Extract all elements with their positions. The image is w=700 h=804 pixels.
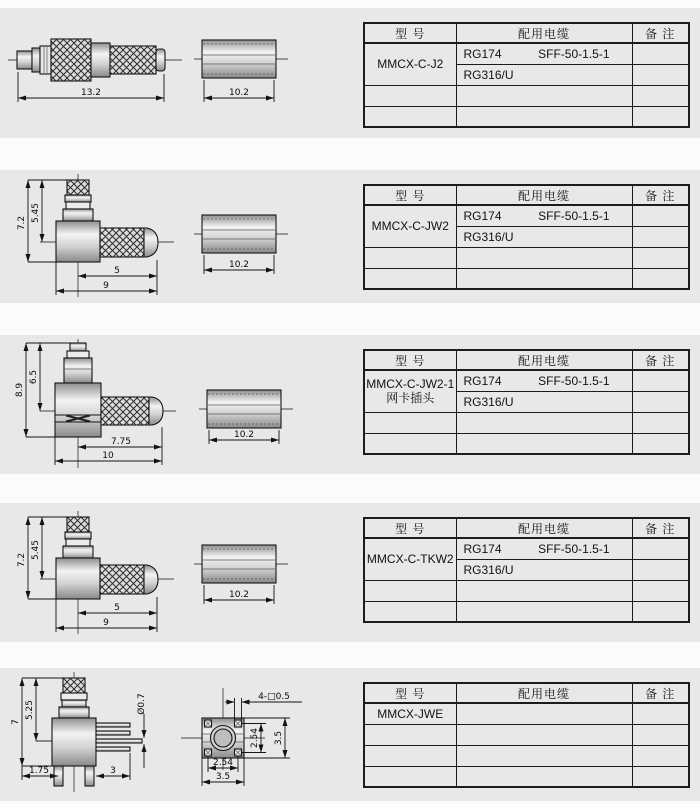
dim-label: 4-□0.5: [258, 692, 290, 702]
empty-cell: [456, 247, 632, 268]
col-header-notes: 备 注: [632, 185, 689, 205]
dim-label: 5: [114, 266, 120, 276]
empty-cell: [632, 580, 689, 601]
dim-label: 2.54: [250, 727, 260, 749]
notes-cell: [632, 559, 689, 580]
dimension-length-inner: [78, 597, 157, 632]
model-cell: MMCX-C-TKW2: [364, 538, 456, 580]
empty-cell: [632, 247, 689, 268]
empty-cell: [632, 412, 689, 433]
empty-cell: [456, 412, 632, 433]
corner-pin: [205, 720, 212, 727]
empty-cell: [364, 247, 456, 268]
col-header-model: 型 号: [364, 185, 456, 205]
dim-label: 5.45: [31, 539, 41, 561]
dim-label: 9: [103, 281, 109, 291]
notes-cell: [632, 205, 689, 226]
empty-cell: [364, 106, 456, 127]
notes-cell: [632, 538, 689, 559]
dim-label: 10.2: [228, 88, 250, 98]
dim-label: 5.25: [25, 699, 35, 721]
empty-cell: [632, 85, 689, 106]
cable-type: SFF-50-1.5-1: [538, 46, 610, 61]
dim-label: Ø0.7: [137, 693, 147, 715]
empty-cell: [632, 724, 689, 745]
col-header-notes: 备 注: [632, 23, 689, 43]
cable-cell: [456, 703, 632, 724]
dimension-length-outer: [55, 437, 162, 465]
empty-cell: [632, 268, 689, 289]
dimension-pin-length: [96, 753, 130, 780]
dim-label: 10.2: [233, 430, 255, 440]
panel-mmcx-c-tkw2: [0, 503, 700, 642]
dimension-pin-square: [225, 692, 302, 720]
empty-cell: [364, 85, 456, 106]
dim-label: 7: [11, 719, 21, 725]
dimension-height-inner: [25, 678, 52, 741]
dimension-height-inner: [31, 517, 42, 579]
empty-cell: [456, 724, 632, 745]
cable-cell: RG316/U: [456, 391, 632, 412]
col-header-notes: 备 注: [632, 518, 689, 538]
empty-cell: [364, 580, 456, 601]
cable-type: RG174: [463, 373, 502, 388]
spec-table-mmcx-c-jw2: [363, 184, 690, 290]
spec-table-mmcx-c-j2: [363, 22, 690, 128]
empty-cell: [456, 745, 632, 766]
panel-mmcx-jwe: [0, 668, 700, 801]
dim-label: 10.2: [228, 590, 250, 600]
dim-label: 10.2: [228, 260, 250, 270]
cable-cell: RG316/U: [456, 64, 632, 85]
crimp-sleeve-view: [199, 390, 293, 428]
col-header-notes: 备 注: [632, 683, 689, 703]
dimension-leg-offset: [22, 766, 58, 780]
dim-label: 2.54: [212, 758, 234, 768]
dimension-length-inner: [78, 260, 157, 295]
empty-cell: [364, 412, 456, 433]
empty-cell: [456, 766, 632, 787]
empty-cell: [364, 745, 456, 766]
cable-cell: RG316/U: [456, 226, 632, 247]
empty-cell: [364, 766, 456, 787]
dim-label: 7.2: [17, 215, 27, 231]
col-header-cable: 配用电缆: [456, 683, 632, 703]
notes-cell: [632, 391, 689, 412]
cable-type: SFF-50-1.5-1: [538, 373, 610, 388]
empty-cell: [632, 745, 689, 766]
panel-mmcx-c-jw2-1: [0, 335, 700, 474]
dim-label: 9: [103, 618, 109, 628]
dim-label: 3.5: [274, 730, 284, 746]
notes-cell: [632, 64, 689, 85]
dimension-height-inner: [29, 343, 40, 411]
notes-cell: [632, 43, 689, 64]
model-cell: MMCX-JWE: [364, 703, 456, 724]
col-header-cable: 配用电缆: [456, 23, 632, 43]
empty-cell: [364, 433, 456, 454]
empty-cell: [456, 580, 632, 601]
crimp-sleeve-view: [194, 545, 288, 583]
cable-cell: [456, 538, 632, 559]
empty-cell: [456, 106, 632, 127]
dim-label: 5.45: [31, 202, 41, 224]
model-cell: MMCX-C-JW2: [364, 205, 456, 247]
dim-label: 13.2: [80, 88, 102, 98]
empty-cell: [632, 433, 689, 454]
cable-type: SFF-50-1.5-1: [538, 208, 610, 223]
dimension-length-outer: [56, 599, 157, 632]
dimension-pin-diameter: [136, 693, 147, 768]
col-header-model: 型 号: [364, 23, 456, 43]
col-header-cable: 配用电缆: [456, 185, 632, 205]
spec-table-mmcx-jwe: [363, 682, 690, 788]
dim-label: 7.75: [110, 437, 132, 447]
empty-cell: [364, 601, 456, 622]
cable-type: SFF-50-1.5-1: [538, 541, 610, 556]
dimension-height-inner: [31, 180, 42, 242]
dim-label: 6.5: [29, 369, 39, 385]
connector-side-view: [8, 39, 182, 81]
drawing-right-angle-connector-tall: [4, 335, 354, 474]
model-cell: MMCX-C-JW2-1 网卡插头: [364, 370, 456, 412]
col-header-model: 型 号: [364, 683, 456, 703]
dim-label: 3.5: [215, 772, 231, 782]
panel-mmcx-c-jw2: [0, 170, 700, 303]
connector-side-view: [40, 174, 174, 297]
empty-cell: [364, 724, 456, 745]
empty-cell: [364, 268, 456, 289]
cable-type: RG174: [463, 208, 502, 223]
notes-cell: [632, 703, 689, 724]
dimension-sleeve-length: [204, 80, 274, 102]
dimension-sleeve-length: [204, 255, 274, 274]
empty-cell: [632, 601, 689, 622]
cable-cell: [456, 43, 632, 64]
empty-cell: [456, 601, 632, 622]
col-header-model: 型 号: [364, 518, 456, 538]
col-header-notes: 备 注: [632, 350, 689, 370]
dimension-sleeve-length: [204, 585, 274, 604]
drawing-right-angle-connector: [4, 170, 354, 303]
connector-side-view: [40, 339, 176, 468]
dimension-sleeve-length: [209, 430, 279, 444]
panel-mmcx-c-j2: [0, 8, 700, 138]
col-header-model: 型 号: [364, 350, 456, 370]
dim-label: 8.9: [15, 382, 25, 398]
dim-label: 1.75: [28, 766, 50, 776]
model-cell: MMCX-C-J2: [364, 43, 456, 85]
col-header-cable: 配用电缆: [456, 518, 632, 538]
cable-cell: [456, 370, 632, 391]
dim-label: 7.2: [17, 552, 27, 568]
dimension-length-outer: [56, 262, 157, 295]
empty-cell: [632, 766, 689, 787]
dim-label: 10: [102, 451, 114, 461]
spec-table-mmcx-c-jw2-1: [363, 349, 690, 455]
crimp-sleeve-view: [194, 215, 288, 253]
cable-type: RG174: [463, 541, 502, 556]
cable-cell: [456, 205, 632, 226]
drawing-pcb-connector: [4, 668, 354, 801]
empty-cell: [456, 85, 632, 106]
col-header-cable: 配用电缆: [456, 350, 632, 370]
corner-pin: [235, 749, 242, 756]
connector-side-view: [52, 672, 142, 792]
dim-label: 5: [114, 603, 120, 613]
spec-table-mmcx-c-tkw2: [363, 517, 690, 623]
cable-type: RG174: [463, 46, 502, 61]
drawing-right-angle-connector: [4, 503, 354, 642]
corner-pin: [235, 720, 242, 727]
empty-cell: [632, 106, 689, 127]
empty-cell: [456, 268, 632, 289]
connector-side-view: [40, 511, 174, 634]
empty-cell: [456, 433, 632, 454]
dim-label: 3: [110, 766, 116, 776]
notes-cell: [632, 370, 689, 391]
cable-cell: RG316/U: [456, 559, 632, 580]
corner-pin: [205, 749, 212, 756]
notes-cell: [632, 226, 689, 247]
drawing-straight-connector: [4, 8, 354, 138]
crimp-sleeve-view: [194, 40, 288, 78]
